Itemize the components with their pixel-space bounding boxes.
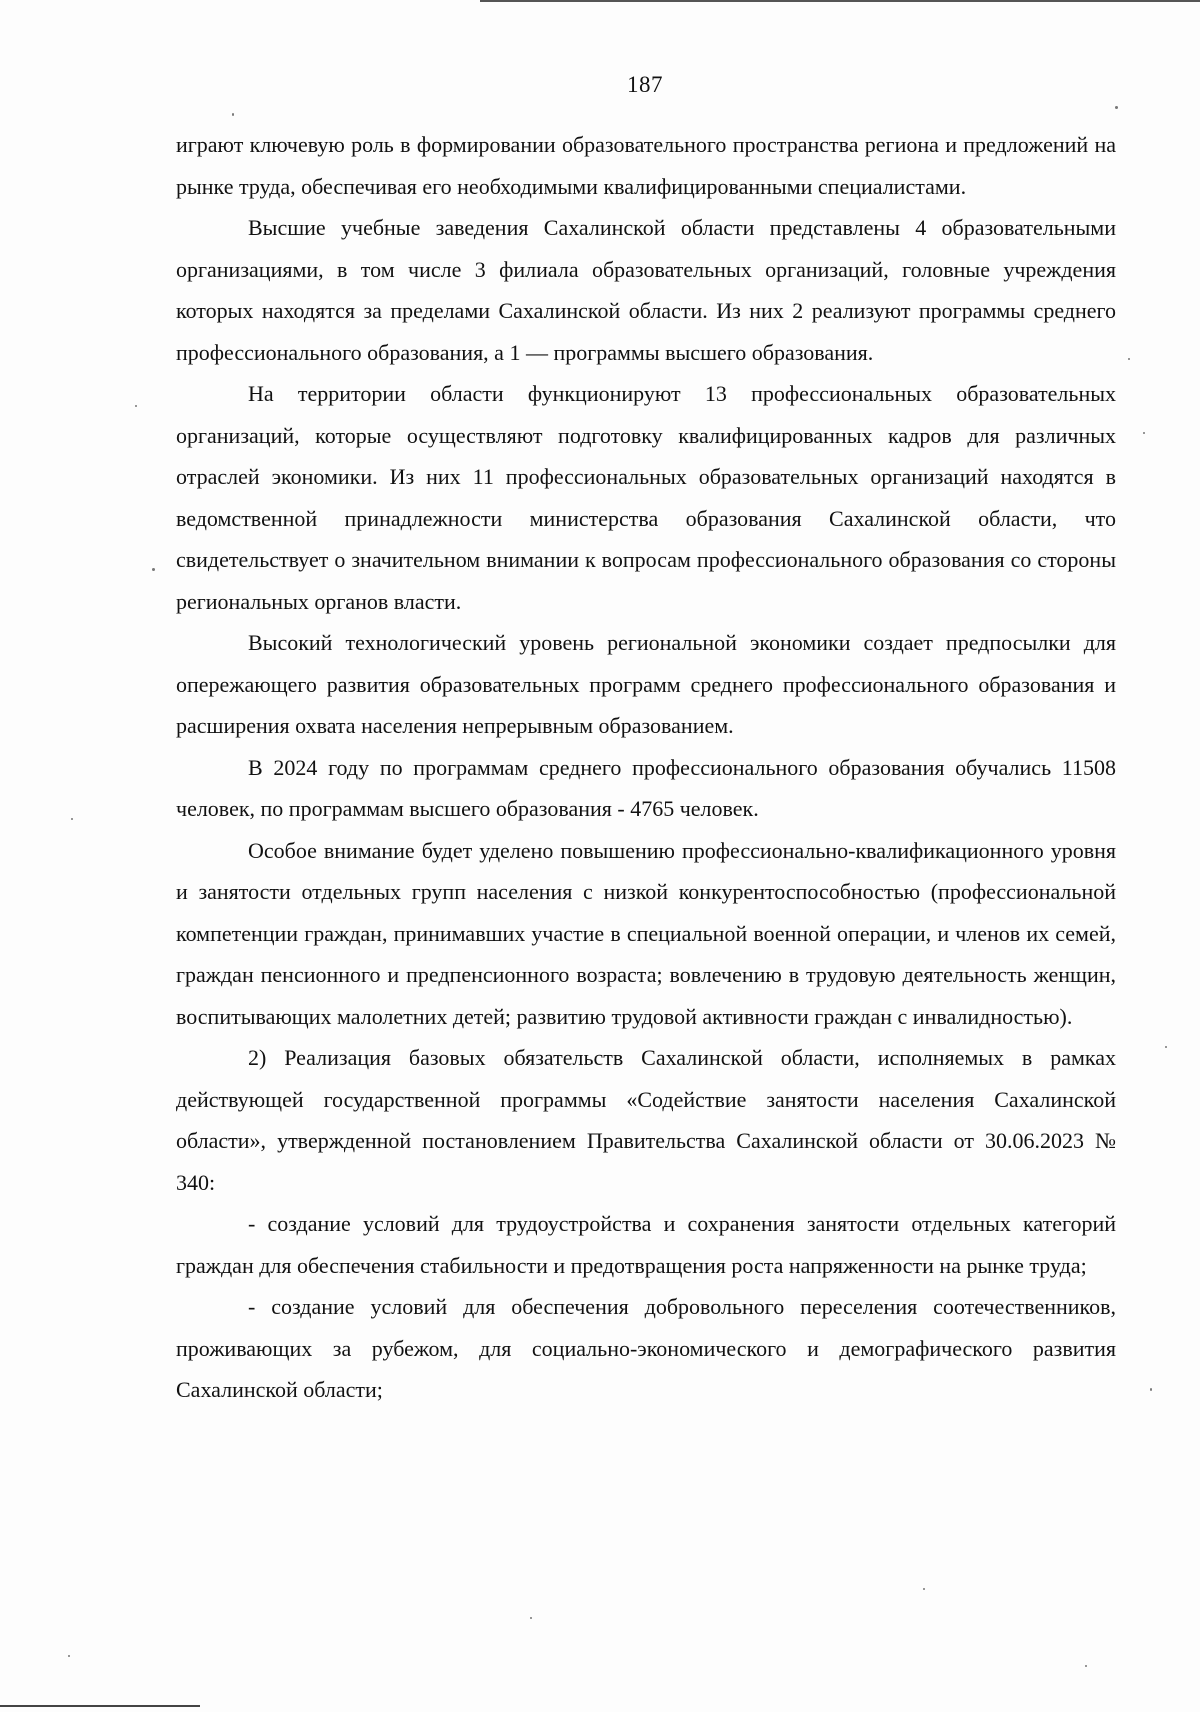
scan-speck (68, 1655, 70, 1657)
list-item: - создание условий для обеспечения добровольного переселения соотечественников, проживающих за рубежом, для социально-экономического и демографического развития Сахалинской области; (176, 1294, 1116, 1402)
document-body (176, 124, 1116, 1411)
scan-edge-line-bottom (0, 1705, 200, 1707)
scan-speck (135, 405, 137, 407)
paragraph: В 2024 году по программам среднего профессионального образования обучались 11508 человек, по программам высшего образования - 4765 человек. (176, 754, 1116, 821)
paragraph: Особое внимание будет уделено повышению профессионально-квалификационного уровня и занятости отдельных групп населения с низкой конкурентоспособностью (профессиональной компетенции граждан, принимавших участие в специальной военной операции, и членов их семей, граждан пенсионного и предпенсионного возраста; вовлечению в трудовую деятельность женщин, воспитывающих малолетних детей; развитию трудовой активности граждан с инвалидностью). (176, 837, 1116, 1029)
scan-speck (923, 1588, 925, 1590)
scan-speck (1143, 432, 1145, 434)
scan-speck (1165, 1046, 1167, 1048)
scan-speck (1128, 358, 1130, 360)
list-item: - создание условий для трудоустройства и сохранения занятости отдельных категорий граждан для обеспечения стабильности и предотвращения роста напряженности на рынке труда; (176, 1211, 1116, 1278)
scan-speck (71, 818, 73, 820)
scan-speck (232, 113, 234, 116)
scan-speck (1150, 1388, 1152, 1391)
scan-speck (1085, 1665, 1087, 1667)
paragraph: На территории области функционируют 13 профессиональных образовательных организаций, которые осуществляют подготовку квалифицированных кадров для различных отраслей экономики. Из них 11 профессиональных образовательных организаций находятся в ведомственной принадлежности министерства образования Сахалинской области, что свидетельствует о значительном внимании к вопросам профессионального образования со стороны региональных органов власти. (176, 381, 1116, 614)
paragraph: играют ключевую роль в формировании образовательного пространства региона и предложений на рынке труда, обеспечивая его необходимыми квалифицированными специалистами. (176, 132, 1116, 199)
paragraph: Высокий технологический уровень региональной экономики создает предпосылки для опережающего развития образовательных программ среднего профессионального образования и расширения охвата населения непрерывным образованием. (176, 630, 1116, 738)
scan-speck (530, 1617, 532, 1619)
page-number: 187 (627, 72, 663, 97)
scan-speck (1115, 106, 1118, 109)
scan-speck (152, 568, 155, 571)
paragraph: Высшие учебные заведения Сахалинской области представлены 4 образовательными организациями, в том числе 3 филиала образовательных организаций, головные учреждения которых находятся за пределами Сахалинской области. Из них 2 реализуют программы среднего профессионального образования, а 1 — программы высшего образования. (176, 215, 1116, 365)
scan-edge-line-top (480, 0, 1200, 2)
paragraph: 2) Реализация базовых обязательств Сахалинской области, исполняемых в рамках действующей государственной программы «Содействие занятости населения Сахалинской области», утвержденной постановлением Правительства Сахалинской области от 30.06.2023 № 340: (176, 1045, 1116, 1195)
